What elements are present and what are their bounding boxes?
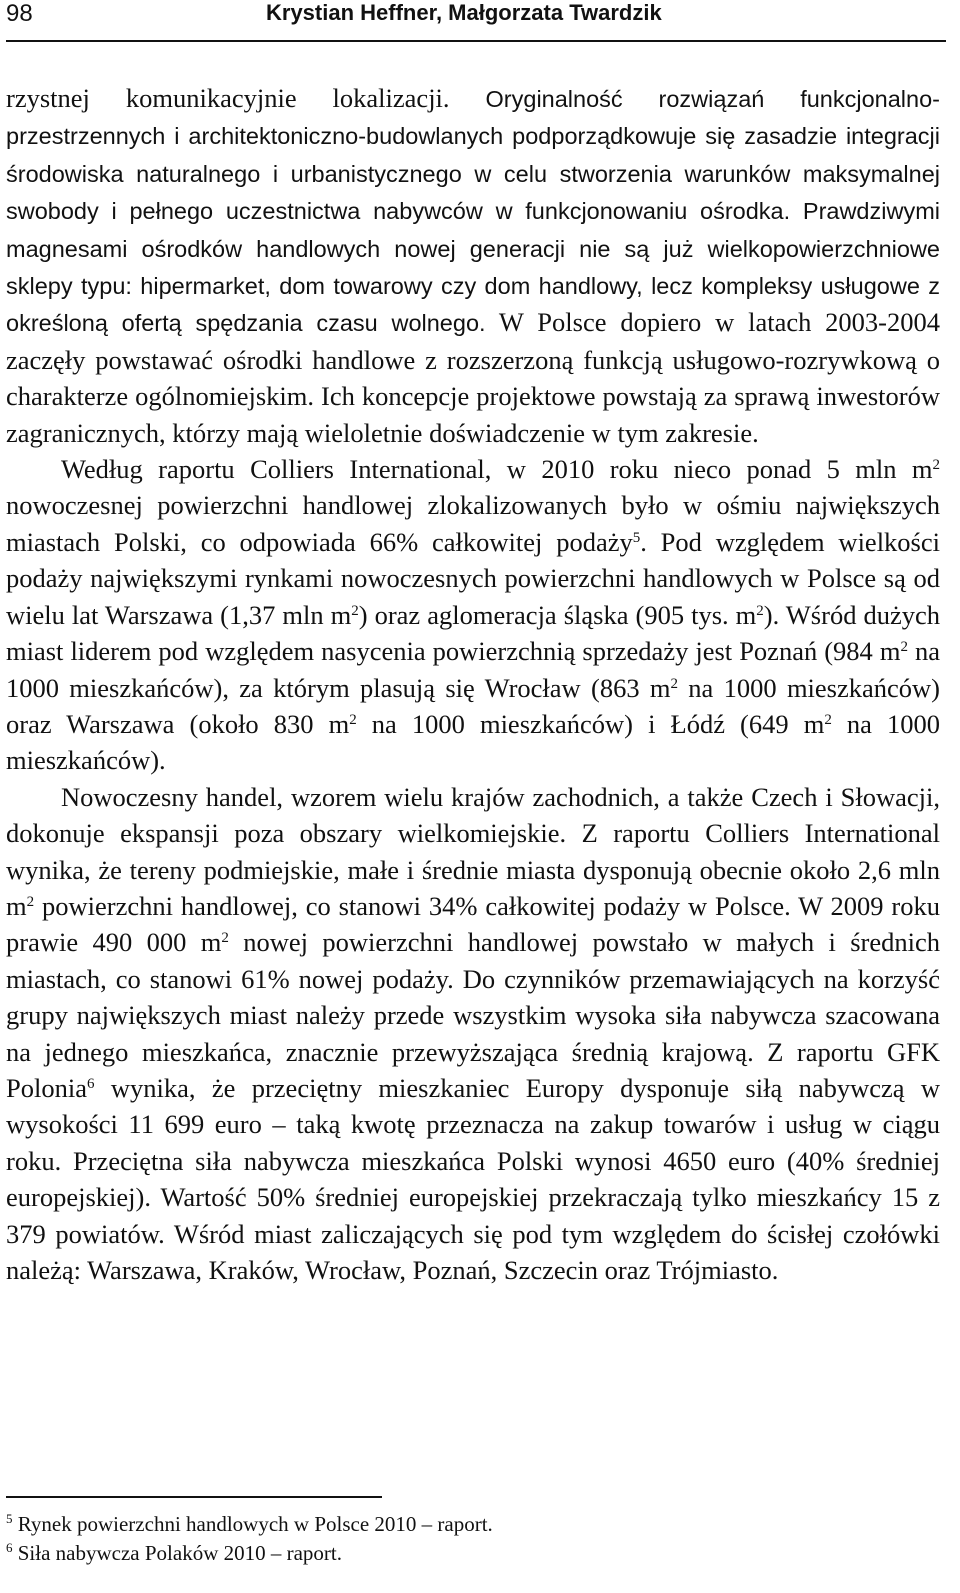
superscript: 2 [221, 930, 229, 947]
sans-serif-passage: Oryginalność rozwiązań funkcjonalno-przestrzennych i architektoniczno-budowlanych podporządkowuje się zasadzie integracji środowiska naturalnego i urbanistycznego w celu stworzenia warunków maksymalnej swobody i pełnego uczestnictwa nabywców w funkcjonowaniu ośrodka. Prawdziwymi magnesami ośrodków handlowych nowej generacji nie są już wielkopowierzchniowe sklepy typu: hipermarket, dom towarowy czy dom handlowy, lecz kompleksy usługowe z określoną ofertą spędzania czasu wolnego. [6, 86, 940, 337]
text-run: Nowoczesny handel, wzorem wielu krajów zachodnich, a także Czech i Słowacji, dokonuje ekspansji poza obszary wielkomiejskie. Z raportu Colliers International wynika, że tereny podmiejskie, małe i średnie miasta dysponują obecnie około 2,6 mln m [6, 781, 940, 921]
superscript: 2 [670, 675, 678, 692]
footnote-text: Siła nabywcza Polaków 2010 – raport. [17, 1541, 343, 1565]
page-number: 98 [6, 0, 33, 27]
text-run: W Polsce dopiero w latach 2003-2004 zaczęły powstawać ośrodki handlowe z rozszerzoną funkcją usługowo-rozrywkową o charakterze ogólnomiejskim. Ich koncepcje projektowe powstają za sprawą inwestorów zagranicznych, którzy mają wieloletnie doświadczenie w tym zakresie. [6, 307, 941, 448]
body-text [6, 80, 940, 1288]
text-run: na 1000 mieszkańców) oraz Warszawa (około 830 m [6, 672, 940, 739]
superscript: 2 [351, 602, 359, 619]
page-header [6, 0, 946, 40]
superscript: 2 [26, 893, 35, 910]
paragraph [6, 80, 940, 451]
footnote [6, 1539, 906, 1568]
header-rule [6, 40, 946, 42]
text-run: Według raportu Colliers International, w 2010 roku nieco ponad 5 mln m [61, 454, 933, 485]
superscript: 2 [824, 711, 832, 728]
footnote-rule [6, 1496, 382, 1498]
text-run: powierzchni handlowej, co stanowi 34% całkowitej podaży w Polsce. W 2009 roku prawie 490 000 m [6, 890, 940, 958]
superscript: 5 [632, 529, 641, 546]
text-run: . Pod względem wielkości podaży największymi rynkami nowoczesnych powierzchni handlowych w Polsce są od wielu lat Warszawa (1,37 mln m [6, 526, 940, 630]
footnotes [6, 1510, 906, 1568]
superscript: 2 [932, 457, 940, 474]
text-run: ) oraz aglomeracja śląska (905 tys. m [358, 599, 757, 630]
superscript: 6 [86, 1075, 95, 1092]
text-run: nowoczesnej powierzchni handlowej zlokalizowanych było w ośmiu największych miastach Polski, co odpowiada 66% całkowitej podaży [6, 490, 940, 557]
running-head: Krystian Heffner, Małgorzata Twardzik [266, 0, 662, 25]
text-run: na 1000 mieszkańców), za którym plasują się Wrocław (863 m [6, 636, 940, 703]
superscript: 2 [349, 711, 357, 728]
footnote [6, 1510, 906, 1539]
footnote-text: Rynek powierzchni handlowych w Polsce 2010 – raport. [17, 1512, 493, 1536]
paragraph [6, 779, 940, 1289]
superscript: 2 [900, 639, 908, 656]
text-run: na 1000 mieszkańców) i Łódź (649 m [356, 708, 825, 739]
footnote-marker: 5 [6, 1511, 13, 1526]
text-run: ). Wśród dużych miast liderem pod względem nasycenia powierzchnią sprzedaży jest Poznań (984 m [6, 599, 940, 667]
footnote-marker: 6 [6, 1540, 13, 1555]
text-run: rzystnej komunikacyjnie lokalizacji. [6, 83, 486, 113]
text-run: wynika, że przeciętny mieszkaniec Europy dysponuje siłą nabywczą w wysokości 11 699 euro – taką kwotę przeznacza na zakup towarów i usług w ciągu roku. Przeciętna siła nabywcza mieszkańca Polski wynosi 4650 euro (40% średniej europejskiej). Wartość 50% średniej europejskiej przekraczają tylko mieszkańcy 15 z 379 powiatów. Wśród miast zaliczających się pod tym względem do ścisłej czołówki należą: Warszawa, Kraków, Wrocław, Poznań, Szczecin oraz Trójmiasto. [6, 1072, 940, 1285]
paragraph [6, 451, 940, 779]
text-run: nowej powierzchni handlowej powstało w małych i średnich miastach, co stanowi 61% nowej podaży. Do czynników przemawiających na korzyść grupy największych miast należy przede wszystkim wysoka siła nabywcza szacowana na jednego mieszkańca, znacznie przewyższająca średnią krajową. Z raportu GFK Polonia [6, 927, 940, 1103]
text-run: na 1000 mieszkańców). [6, 708, 940, 776]
superscript: 2 [756, 602, 764, 619]
